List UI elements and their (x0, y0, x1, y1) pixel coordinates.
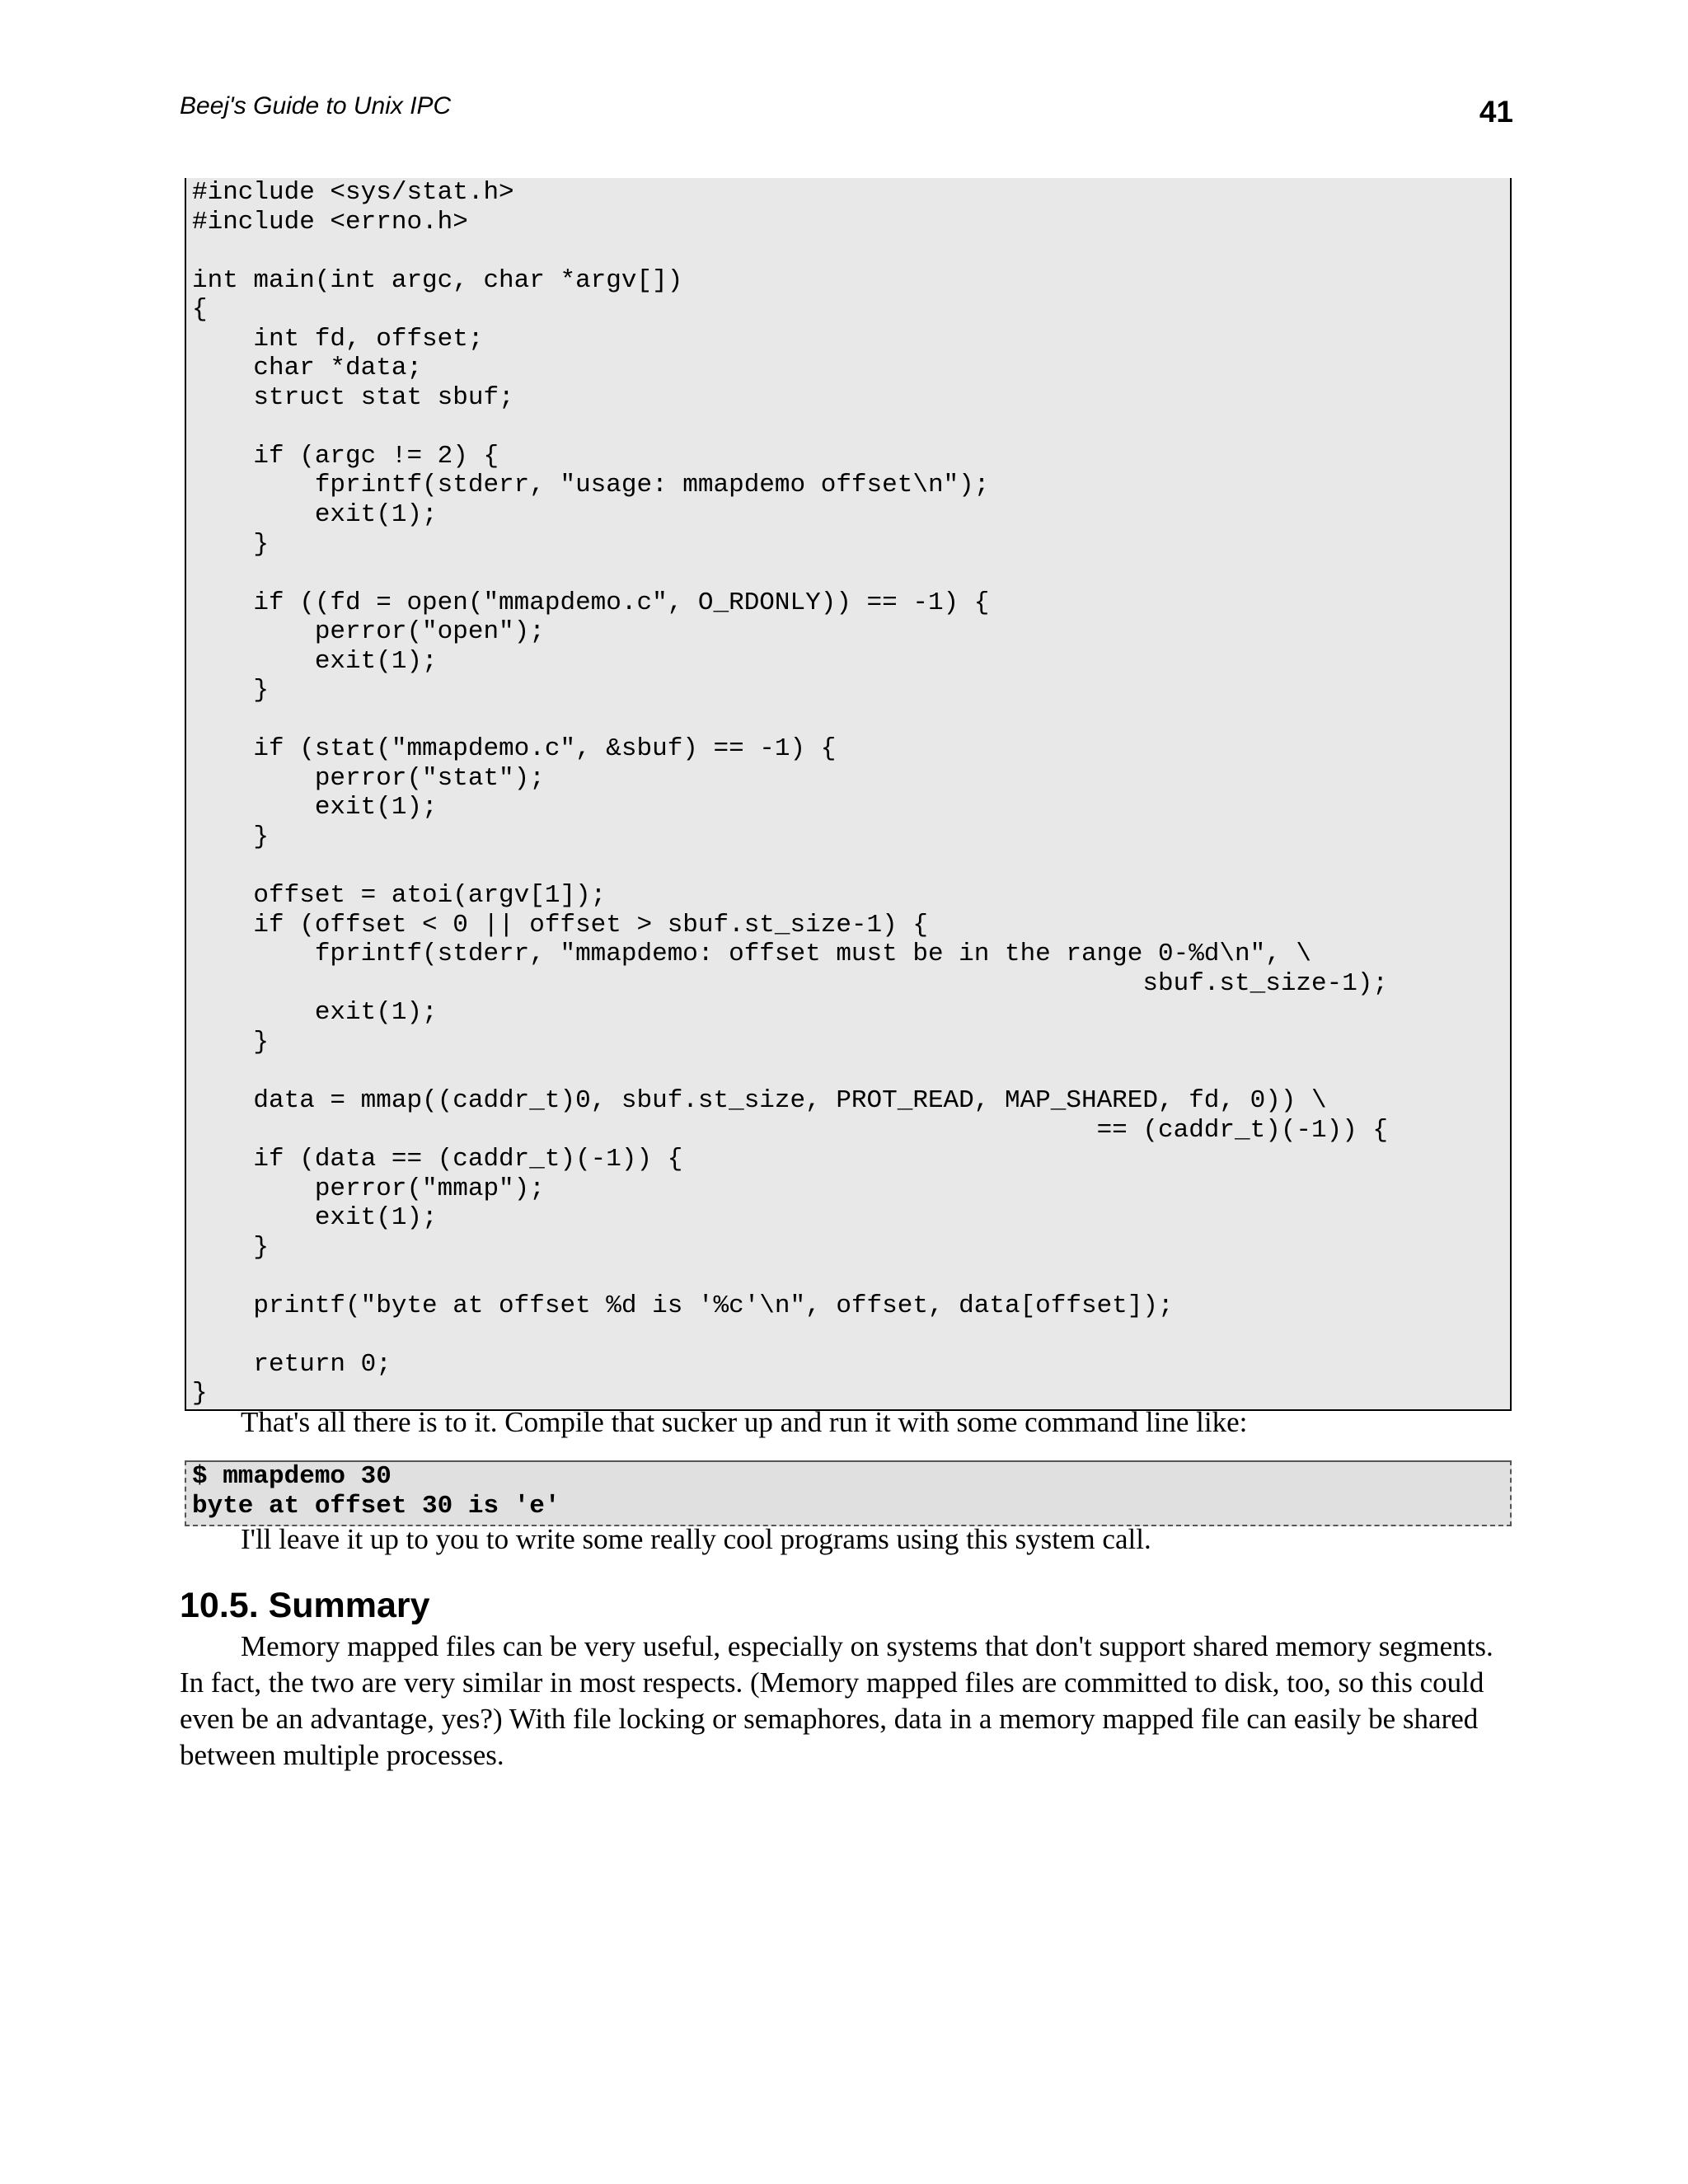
code-line: return 0; (192, 1349, 392, 1379)
code-line: { (192, 295, 208, 325)
code-line: } (192, 1379, 208, 1408)
code-line: } (192, 1027, 270, 1057)
code-line: offset = atoi(argv[1]); (192, 881, 607, 911)
terminal-line: $ mmapdemo 30 (192, 1462, 392, 1491)
code-line: #include <errno.h> (192, 207, 468, 237)
code-line (192, 237, 1510, 266)
code-line: int main(int argc, char *argv[]) (192, 265, 683, 295)
code-line: #include <sys/stat.h> (192, 178, 514, 207)
code-line: if ((fd = open("mmapdemo.c", O_RDONLY)) == -1) { (192, 588, 990, 617)
code-line: if (argc != 2) { (192, 441, 499, 471)
code-line: } (192, 676, 270, 705)
code-line: perror("mmap"); (192, 1174, 545, 1203)
code-line: exit(1); (192, 998, 438, 1028)
paragraph-compile-instructions: That's all there is to it. Compile that sucker up and run it with some command line like: (241, 1406, 1248, 1438)
code-line: printf("byte at offset %d is '%c'\n", offset, data[offset]); (192, 1291, 1174, 1320)
section-heading-summary: 10.5. Summary (180, 1586, 430, 1625)
code-line: data = mmap((caddr_t)0, sbuf.st_size, PROT_READ, MAP_SHARED, fd, 0)) \ (192, 1085, 1327, 1115)
code-line: struct stat sbuf; (192, 382, 514, 412)
code-line: fprintf(stderr, "mmapdemo: offset must be in the range 0-%d\n", \ (192, 940, 1312, 969)
code-line: } (192, 823, 270, 852)
code-line: exit(1); (192, 1203, 438, 1233)
code-line: char *data; (192, 354, 423, 383)
code-listing (185, 178, 1512, 1411)
code-line (192, 1262, 1510, 1291)
code-line: if (offset < 0 || offset > sbuf.st_size-1) { (192, 910, 928, 940)
code-line: int fd, offset; (192, 324, 484, 354)
code-line: exit(1); (192, 793, 438, 823)
code-line: sbuf.st_size-1); (192, 968, 1389, 998)
code-line (192, 705, 1510, 735)
code-line (192, 559, 1510, 588)
running-header-title: Beej's Guide to Unix IPC (180, 92, 452, 120)
code-line: } (192, 1232, 270, 1262)
code-line: == (caddr_t)(-1)) { (192, 1115, 1389, 1145)
code-line (192, 1057, 1510, 1086)
code-line: } (192, 529, 270, 559)
code-line (192, 1320, 1510, 1350)
code-line: if (data == (caddr_t)(-1)) { (192, 1145, 683, 1174)
code-line: perror("open"); (192, 617, 545, 647)
code-line: exit(1); (192, 646, 438, 676)
code-line: fprintf(stderr, "usage: mmapdemo offset\n"); (192, 471, 990, 500)
summary-paragraph: Memory mapped files can be very useful, especially on systems that don't support shared memory segments. In fact, the two are very similar in most respects. (Memory mapped files are committed to disk, too, so this could even be an advantage, yes?) With file locking or semaphores, data in a memory mapped file can easily be shared between multiple processes. (180, 1630, 1493, 1771)
page-number: 41 (1479, 95, 1513, 129)
code-line: if (stat("mmapdemo.c", &sbuf) == -1) { (192, 734, 837, 764)
paragraph-closing-remark: I'll leave it up to you to write some really cool programs using this system call. (241, 1523, 1151, 1555)
terminal-line: byte at offset 30 is 'e' (192, 1491, 560, 1521)
code-line (192, 852, 1510, 882)
code-line (192, 412, 1510, 442)
terminal-output-block (185, 1460, 1512, 1526)
code-line: exit(1); (192, 500, 438, 530)
code-line: perror("stat"); (192, 763, 545, 793)
